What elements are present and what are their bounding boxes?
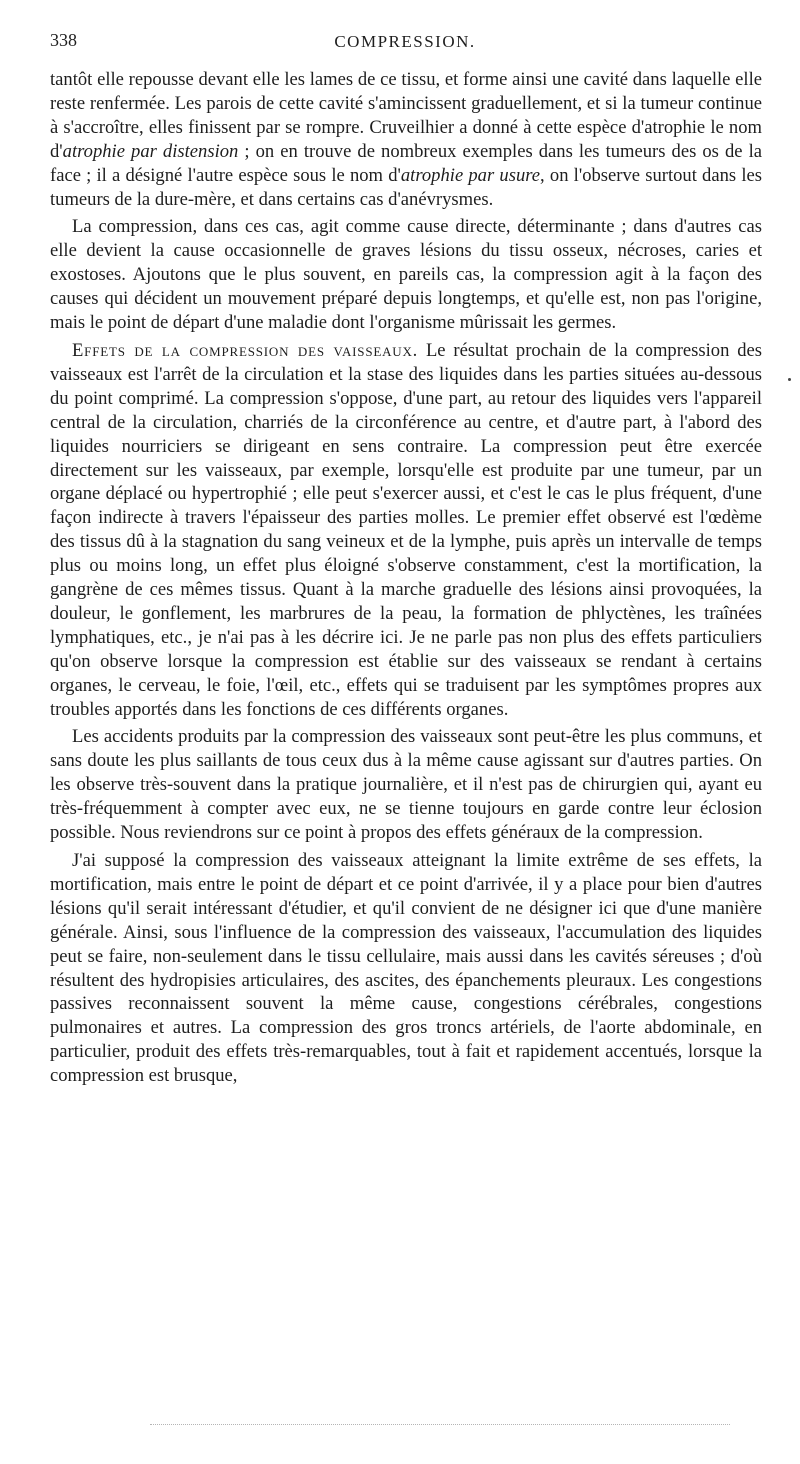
paragraph-text: tantôt elle repousse devant elle les lames de ce tissu, et forme ainsi une cavité dans laquelle elle reste renfermée. Les parois de cette cavité s'amincissent graduellement, et si la tumeur continue à s'accroître, elles finissent par se rompre. Cruveilhier a donné à cette espèce d'atrophie le nom d' <box>50 69 762 162</box>
body-text <box>50 68 762 1090</box>
paragraph <box>50 68 762 211</box>
paragraph-text: J'ai supposé la compression des vaisseaux atteignant la limite extrême de ses effets, la mortification, mais entre le point de départ et ce point d'arrivée, il y a place pour bien d'autres lésions qu'il serait intéressant d'étudier, et qu'il convient de ne désigner ici que d'une manière générale. Ainsi, sous l'influence de la compression des vaisseaux, l'accumulation des liquides peut se faire, non-seulement dans le tissu cellulaire, mais aussi dans les cavités séreuses ; d'où résultent des hydropisies articulaires, des ascites, des épanchements pleuraux. Les congestions passives reconnaissent souvent la même cause, congestions cérébrales, congestions pulmonaires et autres. La compression des gros troncs artériels, de l'aorte abdominale, en particulier, produit des effets très-remarquables, tout à fait et rapidement accentués, lorsque la compression est brusque, <box>50 850 762 1087</box>
section-heading: Effets de la compression des vaisseaux. <box>72 339 419 361</box>
page-number: 338 <box>50 30 77 50</box>
margin-mark <box>788 378 791 381</box>
paragraph-text: Le résultat prochain de la compression des vaisseaux est l'arrêt de la circulation et la stase des liquides dans les parties situées au-dessous du point comprimé. La compression s'oppose, d'une part, au retour des liquides vers l'appareil central de la circulation, charriés de la circonférence au centre, et d'autre part, à l'abord des liquides nourriciers se dirigeant en sens contraire. La compression peut être exercée directement sur les vaisseaux, par exemple, lorsqu'elle est produite par une tumeur, par un organe déplacé ou hypertrophié ; elle peut s'exercer aussi, et c'est le cas le plus fréquent, d'une façon indirecte à travers l'épaisseur des parties molles. Le premier effet observé est l'œdème des tissus dû à la stagnation du sang veineux et de la lymphe, puis après un intervalle de temps plus ou moins long, un effet plus éloigné s'observe constamment, c'est la mortification, la gangrène de ces mêmes tissus. Quant à la marche graduelle des lésions ainsi provoquées, la douleur, le gonflement, les marbrures de la peau, la formation de phlyctènes, les traînées lymphatiques, etc., je n'ai pas à les décrire ici. Je ne parle pas non plus des effets particuliers qu'on observe lorsque la compression est établie sur des vaisseaux se rendant à certains organes, le cerveau, le foie, l'œil, etc., effets qui se traduisent par les symptômes propres aux troubles apportés dans les fonctions de ces différents organes. <box>50 339 762 720</box>
paragraph-text: La compression, dans ces cas, agit comme cause directe, déterminante ; dans d'autres cas elle devient la cause occasionnelle de graves lésions du tissu osseux, nécroses, caries et exostoses. Ajoutons que le plus souvent, en pareils cas, la compression agit à la façon des causes qui décident un mouvement préparé depuis longtemps, et qu'elle est, non pas l'origine, mais le point de départ d'une maladie dont l'organisme mûrissait les germes. <box>50 216 762 334</box>
footer-rule <box>150 1424 730 1425</box>
paragraph-text: ; on en trouve de nombreux exemples dans les tumeurs des os de la face ; il a désigné l'autre espèce sous le nom d' <box>50 140 762 186</box>
page-header <box>50 30 760 54</box>
italic-term: atrophie par usure <box>400 164 541 186</box>
paragraph-text: Les accidents produits par la compression des vaisseaux sont peut-être les plus communs, et sans doute les plus saillants de tous ceux dus à la même cause agissant sur d'autres parties. On les observe très-souvent dans la pratique journalière, et il n'est pas de chirurgien qui, ayant eu très-fréquemment à compter avec eux, ne se tienne toujours en garde contre leur éclosion possible. Nous reviendrons sur ce point à propos des effets généraux de la compression. <box>50 726 762 844</box>
paragraph <box>50 215 762 335</box>
paragraph <box>50 725 762 845</box>
paragraph-text: , on l'observe surtout dans les tumeurs de la dure-mère, et dans certains cas d'anévrysmes. <box>50 164 762 210</box>
paragraph <box>50 339 762 722</box>
paragraph <box>50 849 762 1088</box>
running-title: COMPRESSION. <box>334 32 476 51</box>
italic-term: atrophie par distension <box>62 140 239 162</box>
